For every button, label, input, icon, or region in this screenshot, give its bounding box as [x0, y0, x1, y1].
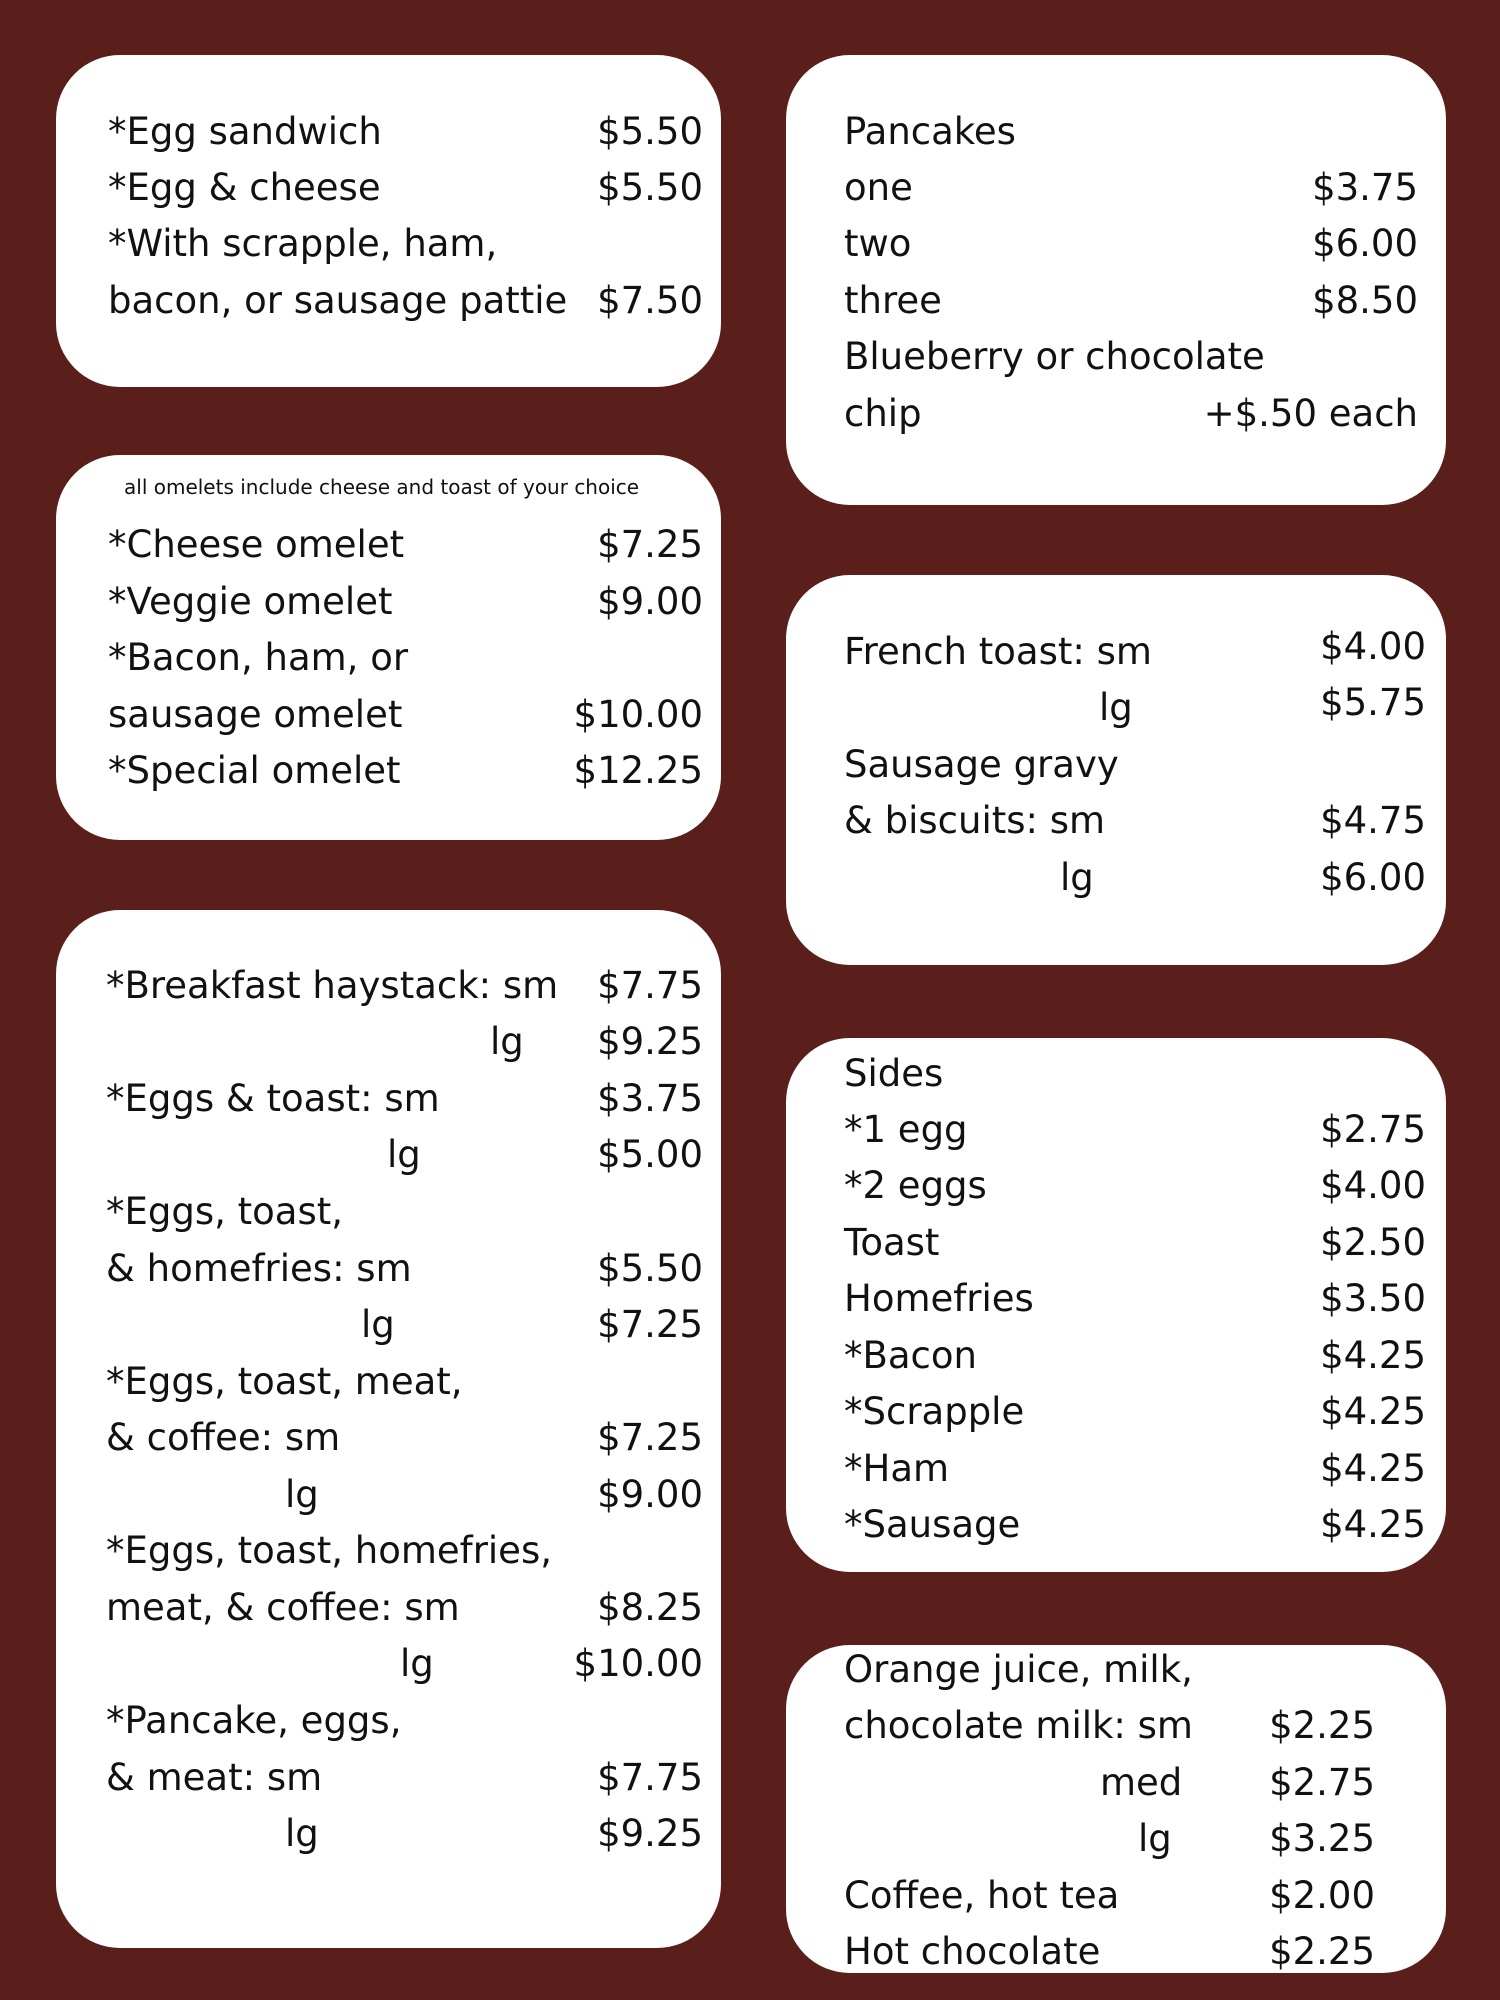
menu-item-price: $7.75	[597, 964, 703, 1007]
menu-item-label: & coffee: sm	[106, 1416, 341, 1459]
menu-item-label: French toast: sm	[844, 630, 1152, 673]
menu-item-price: $12.25	[573, 749, 703, 792]
menu-item-price: +$.50 each	[1203, 392, 1418, 435]
menu-item-price: $2.75	[1320, 1108, 1426, 1151]
menu-item-price: $9.00	[597, 1473, 703, 1516]
menu-item-price: $2.75	[1269, 1761, 1375, 1804]
menu-card-sides	[786, 1038, 1446, 1572]
menu-item-price: $2.50	[1320, 1221, 1426, 1264]
menu-item-label: *Cheese omelet	[108, 523, 405, 566]
menu-item-label: two	[844, 222, 912, 265]
menu-item-label: & homefries: sm	[106, 1247, 412, 1290]
menu-item-label: Sausage gravy	[844, 743, 1119, 786]
menu-item-label: *Breakfast haystack: sm	[106, 964, 559, 1007]
menu-item-price: $4.25	[1320, 1503, 1426, 1546]
menu-item-label: lg	[1099, 686, 1133, 729]
menu-item-label: lg	[1060, 856, 1094, 899]
menu-item-label: *2 eggs	[844, 1164, 987, 1207]
menu-item-label: three	[844, 279, 942, 322]
menu-item-label: *Scrapple	[844, 1390, 1025, 1433]
menu-item-label: *Eggs, toast, homefries,	[106, 1529, 552, 1572]
menu-item-label: meat, & coffee: sm	[106, 1586, 460, 1629]
menu-item-label: sausage omelet	[108, 693, 403, 736]
menu-card-breakfast	[56, 910, 721, 1948]
menu-item-label: *1 egg	[844, 1108, 968, 1151]
menu-item-price: $9.25	[597, 1020, 703, 1063]
menu-item-price: $7.75	[597, 1756, 703, 1799]
menu-item-price: $5.50	[597, 166, 703, 209]
menu-item-label: lg	[490, 1020, 524, 1063]
omelet-note: all omelets include cheese and toast of your choice	[124, 475, 640, 499]
menu-item-price: $4.25	[1320, 1334, 1426, 1377]
menu-item-price: $3.75	[597, 1077, 703, 1120]
menu-item-price: $3.50	[1320, 1277, 1426, 1320]
menu-item-label: one	[844, 166, 913, 209]
menu-item-label: bacon, or sausage pattie	[108, 279, 568, 322]
menu-item-price: $3.25	[1269, 1817, 1375, 1860]
menu-item-price: $4.00	[1320, 625, 1426, 668]
menu-item-price: $4.75	[1320, 799, 1426, 842]
menu-item-label: Pancakes	[844, 110, 1016, 153]
menu-item-label: *Eggs, toast,	[106, 1190, 344, 1233]
menu-item-label: *Eggs & toast: sm	[106, 1077, 440, 1120]
menu-item-price: $8.25	[597, 1586, 703, 1629]
menu-item-label: Sides	[844, 1052, 944, 1095]
menu-item-label: chip	[844, 392, 922, 435]
menu-item-label: lg	[387, 1133, 421, 1176]
menu-item-label: *Veggie omelet	[108, 580, 393, 623]
menu-item-label: *Pancake, eggs,	[106, 1699, 402, 1742]
menu-item-price: $2.25	[1269, 1930, 1375, 1973]
menu-item-label: *Bacon	[844, 1334, 977, 1377]
menu-item-label: *With scrapple, ham,	[108, 222, 498, 265]
menu-item-label: & meat: sm	[106, 1756, 323, 1799]
menu-item-label: *Egg sandwich	[108, 110, 382, 153]
menu-item-price: $7.25	[597, 1416, 703, 1459]
menu-item-label: Toast	[844, 1221, 940, 1264]
menu-item-label: Coffee, hot tea	[844, 1874, 1120, 1917]
menu-item-label: lg	[285, 1812, 319, 1855]
menu-item-price: $5.75	[1320, 681, 1426, 724]
menu-item-price: $4.25	[1320, 1447, 1426, 1490]
menu-item-label: chocolate milk: sm	[844, 1704, 1193, 1747]
menu-item-label: & biscuits: sm	[844, 799, 1106, 842]
menu-item-price: $10.00	[573, 1642, 703, 1685]
menu-item-price: $9.00	[597, 580, 703, 623]
menu-item-price: $5.00	[597, 1133, 703, 1176]
menu-item-price: $5.50	[597, 1247, 703, 1290]
menu-card-drinks	[786, 1645, 1446, 1973]
menu-card-pancakes	[786, 55, 1446, 505]
menu-item-label: *Egg & cheese	[108, 166, 381, 209]
menu-item-price: $2.25	[1269, 1704, 1375, 1747]
menu-item-price: $7.25	[597, 523, 703, 566]
menu-item-price: $7.25	[597, 1303, 703, 1346]
menu-item-label: lg	[1138, 1817, 1172, 1860]
menu-item-label: *Special omelet	[108, 749, 401, 792]
menu-item-label: Hot chocolate	[844, 1930, 1101, 1973]
menu-item-price: $9.25	[597, 1812, 703, 1855]
menu-item-label: med	[1100, 1761, 1183, 1804]
menu-card-omelets	[56, 455, 721, 840]
menu-item-label: lg	[400, 1642, 434, 1685]
menu-item-price: $8.50	[1312, 279, 1418, 322]
menu-item-label: *Sausage	[844, 1503, 1021, 1546]
menu-item-label: *Eggs, toast, meat,	[106, 1360, 463, 1403]
menu-item-label: Orange juice, milk,	[844, 1648, 1193, 1691]
menu-item-label: Homefries	[844, 1277, 1034, 1320]
menu-item-price: $3.75	[1312, 166, 1418, 209]
menu-item-label: *Ham	[844, 1447, 950, 1490]
menu-item-price: $2.00	[1269, 1874, 1375, 1917]
menu-item-price: $4.25	[1320, 1390, 1426, 1433]
menu-item-label: *Bacon, ham, or	[108, 636, 409, 679]
menu-card-toast-gravy	[786, 575, 1446, 965]
menu-item-price: $10.00	[573, 693, 703, 736]
menu-item-label: lg	[285, 1473, 319, 1516]
menu-item-label: lg	[361, 1303, 395, 1346]
menu-item-price: $5.50	[597, 110, 703, 153]
menu-item-label: Blueberry or chocolate	[844, 335, 1265, 378]
menu-card-sandwiches	[56, 55, 721, 387]
menu-item-price: $6.00	[1312, 222, 1418, 265]
menu-item-price: $6.00	[1320, 856, 1426, 899]
menu-item-price: $7.50	[597, 279, 703, 322]
menu-item-price: $4.00	[1320, 1164, 1426, 1207]
